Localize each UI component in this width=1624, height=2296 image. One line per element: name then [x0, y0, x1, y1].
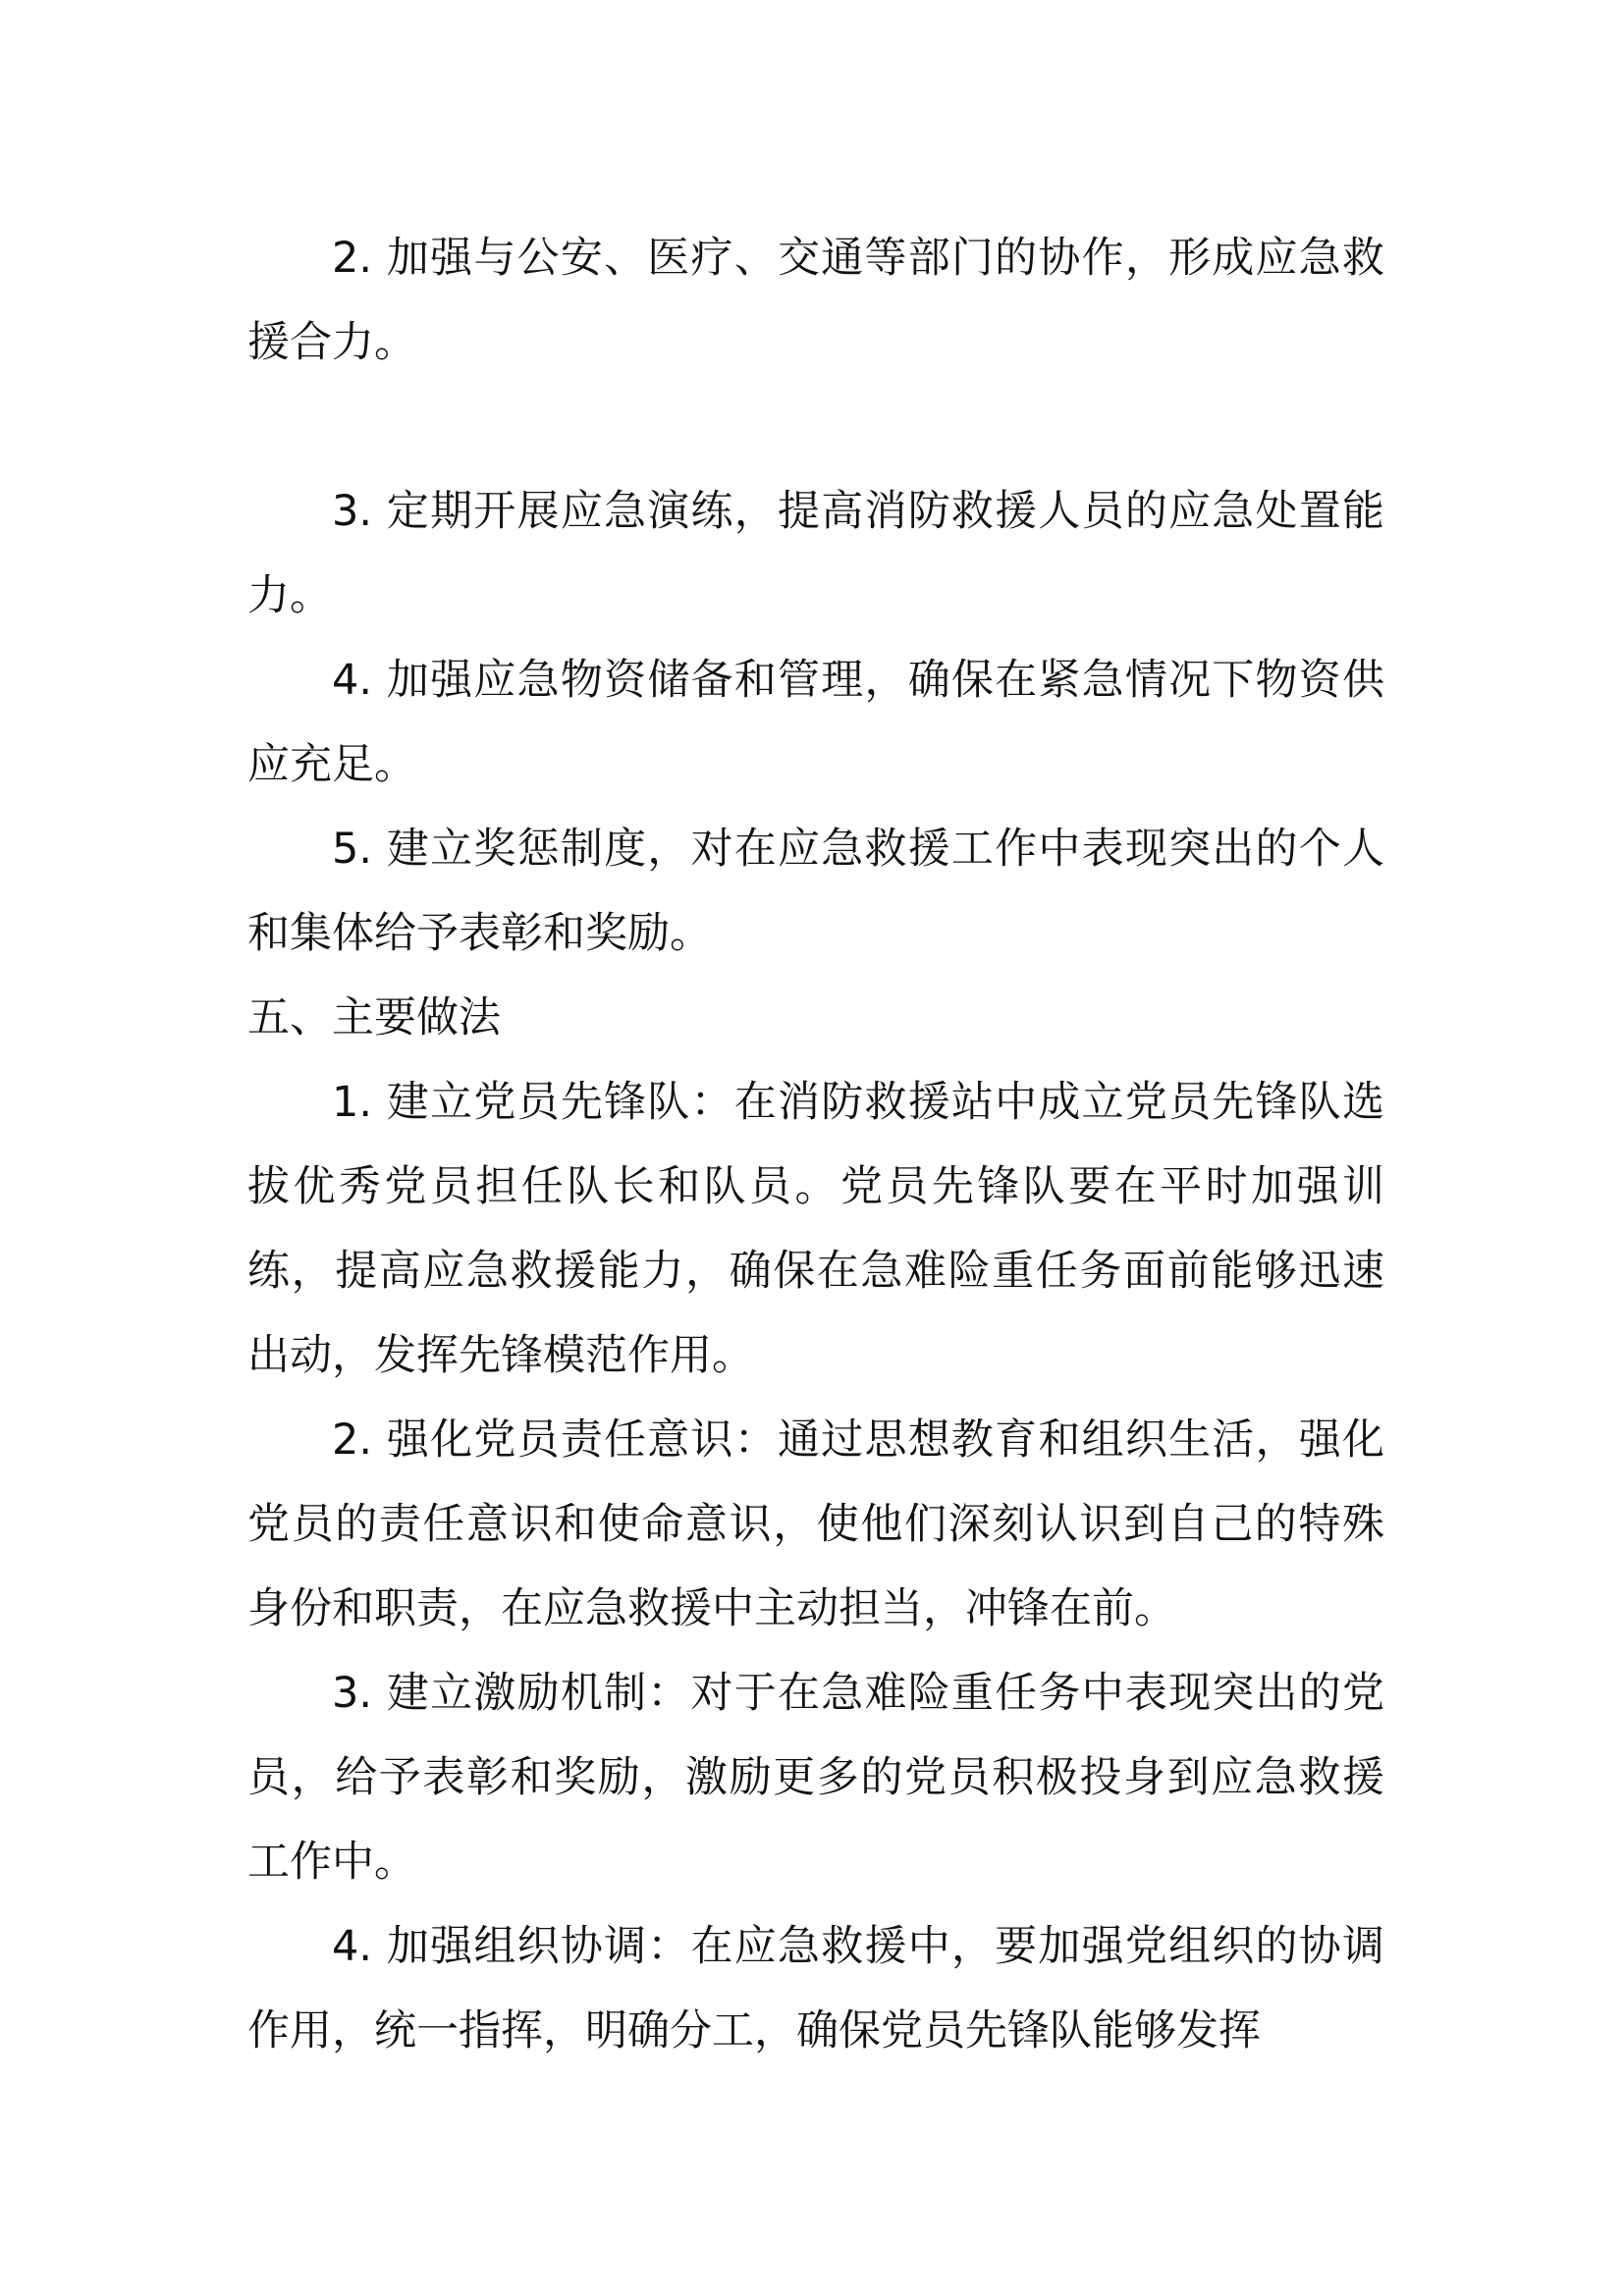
- section-heading-main-practices: 五、主要做法: [247, 993, 501, 1042]
- practice-item-2: 2. 强化党员责任意识：通过思想教育和组织生活，强化党员的责任意识和使命意识，使他们深刻认识到自己的特殊身份和职责，在应急救援中主动担当，冲锋在前。: [247, 1415, 1384, 1633]
- document-body: [247, 216, 1384, 2073]
- practice-item-4: 4. 加强组织协调：在应急救援中，要加强党组织的协调作用，统一指挥，明确分工，确保党员先锋队能够发挥: [247, 1922, 1384, 2056]
- practice-item-1: 1. 建立党员先锋队：在消防救援站中成立党员先锋队选拔优秀党员担任队长和队员。党员先锋队要在平时加强训练，提高应急救援能力，确保在急难险重任务面前能够迅速出动，发挥先锋模范作用。: [247, 1078, 1384, 1380]
- paragraph-item-4: 4. 加强应急物资储备和管理，确保在紧急情况下物资供应充足。: [247, 656, 1384, 789]
- paragraph-item-3: 3. 定期开展应急演练，提高消防救援人员的应急处置能力。: [247, 487, 1384, 620]
- practice-item-3: 3. 建立激励机制：对于在急难险重任务中表现突出的党员，给予表彰和奖励，激励更多的党员积极投身到应急救援工作中。: [247, 1669, 1384, 1887]
- paragraph-item-2: 2. 加强与公安、医疗、交通等部门的协作，形成应急救援合力。: [247, 234, 1384, 367]
- paragraph-item-5: 5. 建立奖惩制度，对在应急救援工作中表现突出的个人和集体给予表彰和奖励。: [247, 825, 1384, 958]
